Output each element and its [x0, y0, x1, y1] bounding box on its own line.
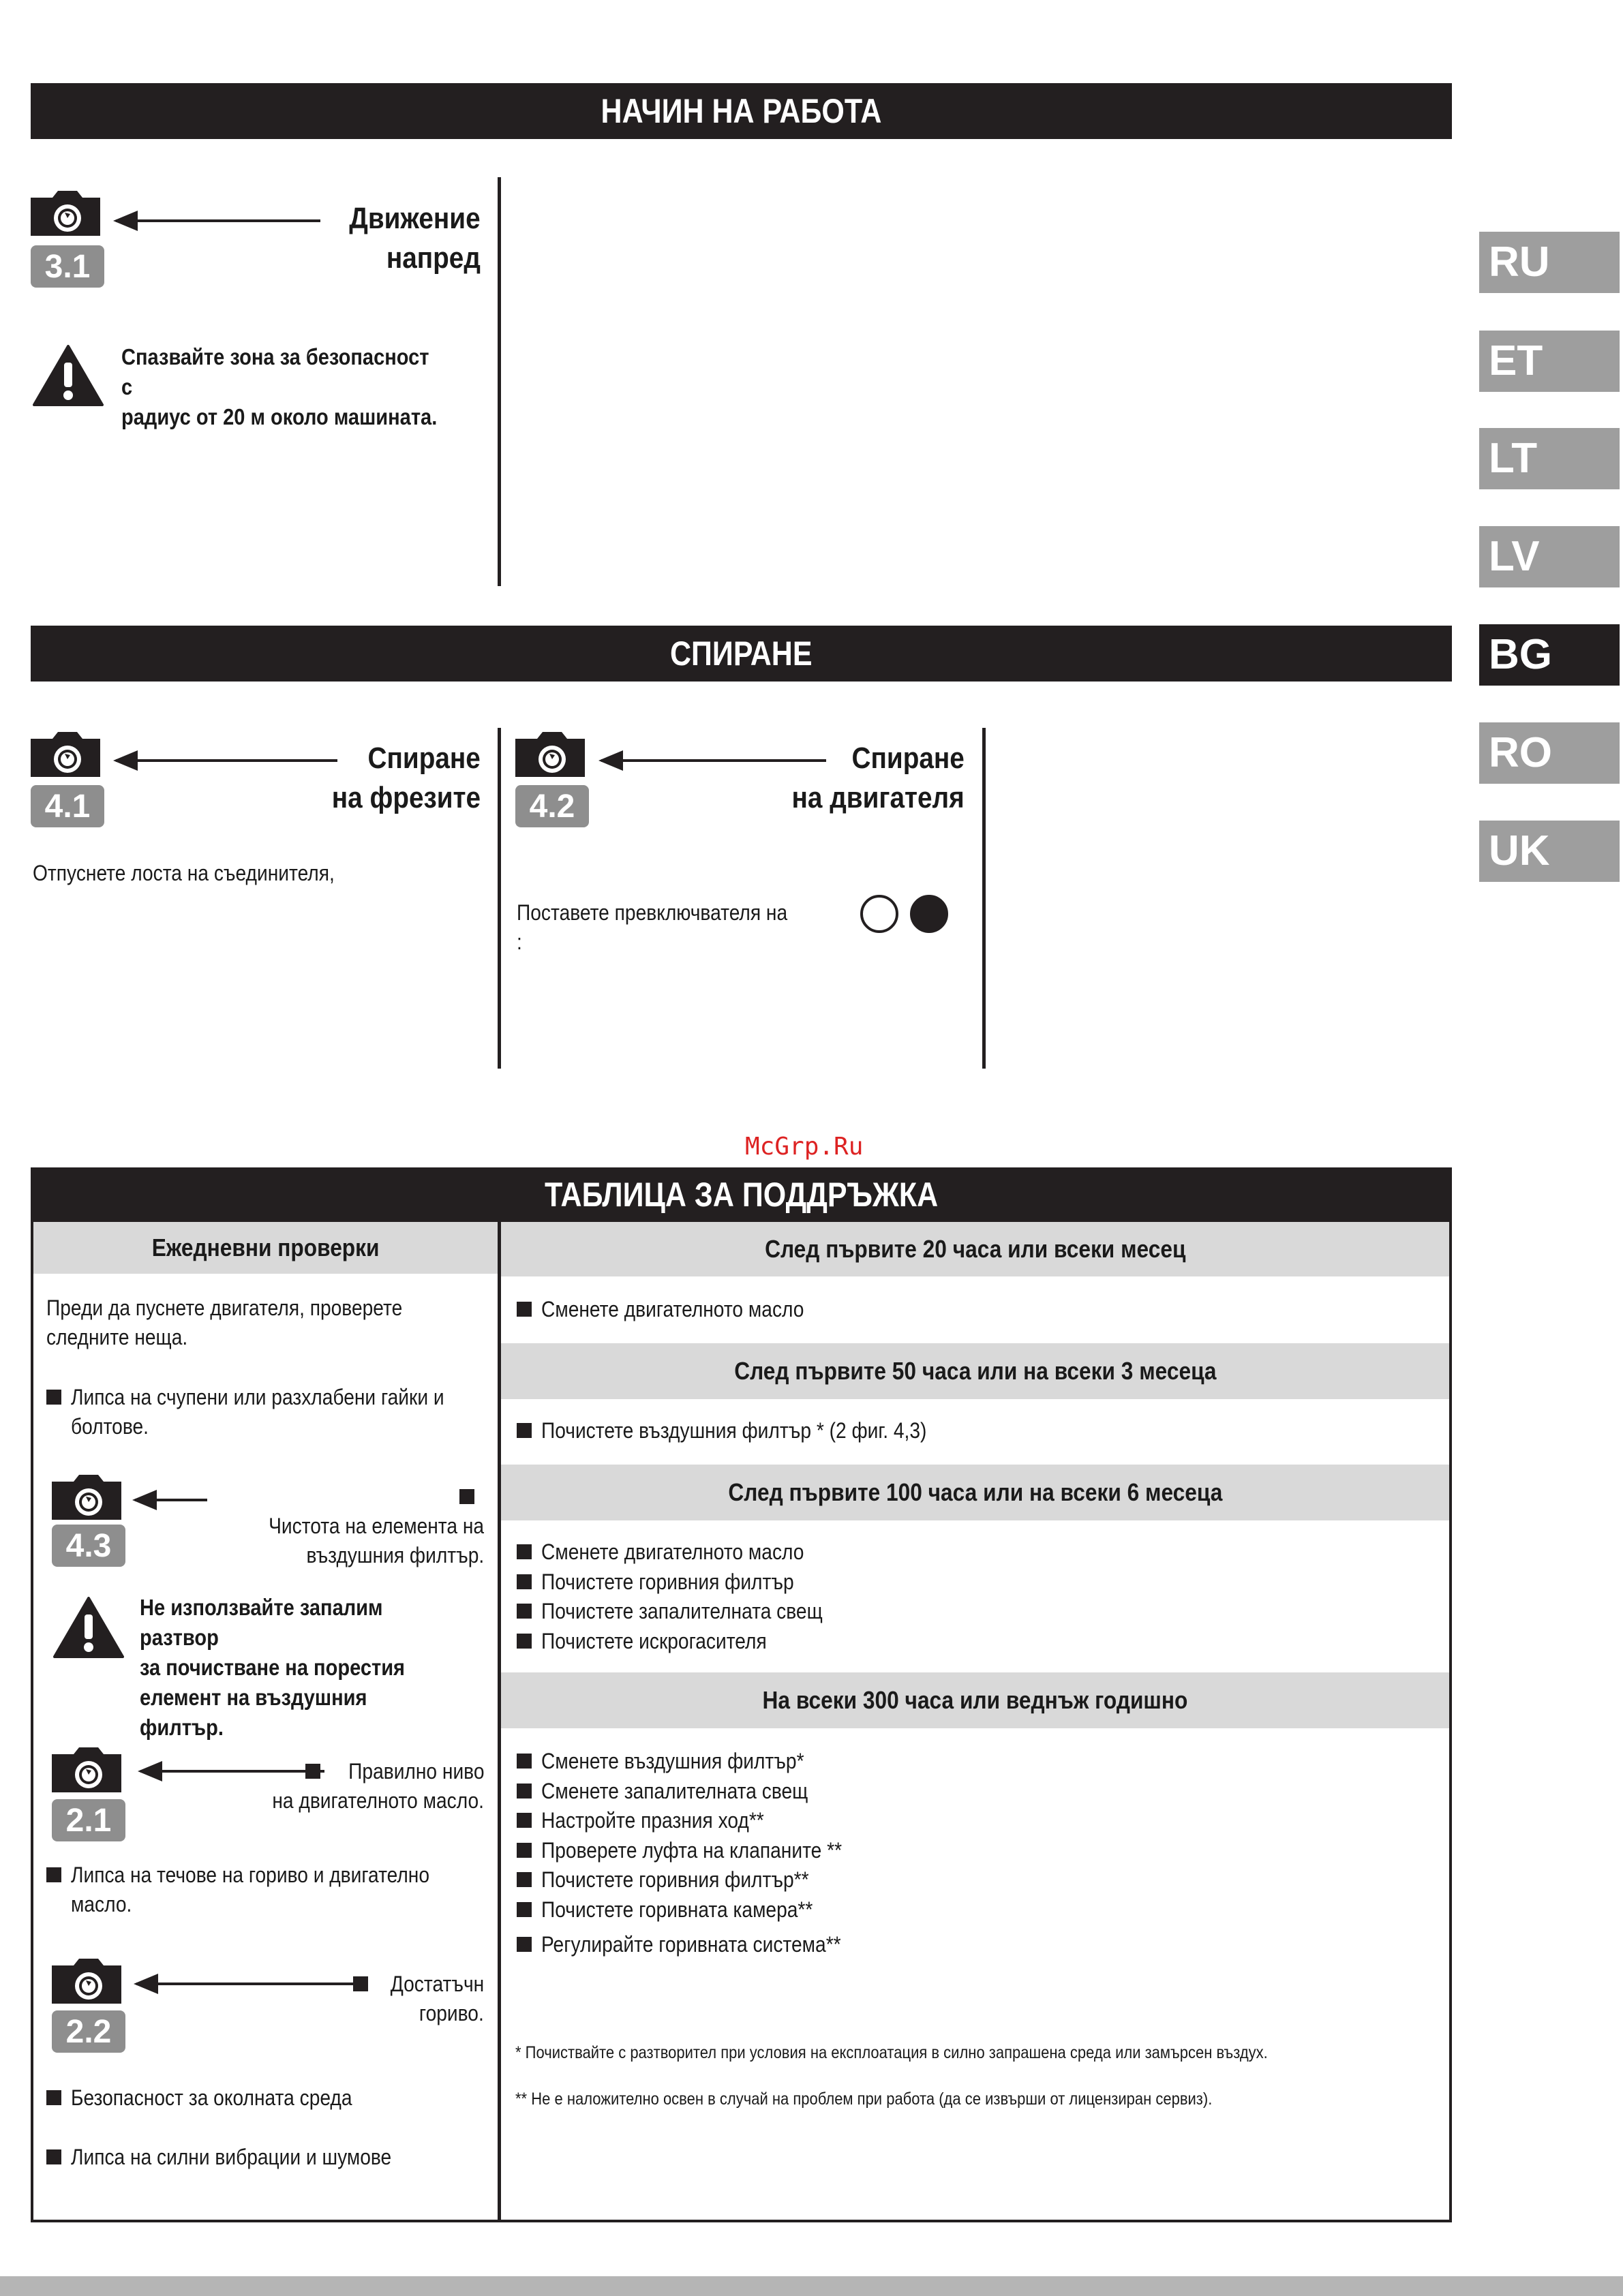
column-divider — [982, 728, 986, 1069]
step-text-4-3: Чистота на елемента на въздушния филтър. — [225, 1482, 484, 1570]
step-badge-3-1: 3.1 — [31, 245, 104, 288]
column-divider — [498, 728, 501, 1069]
period-list-1 — [517, 1295, 840, 1325]
period-header-3: След първите 100 часа или на всеки 6 месеца — [728, 1478, 1222, 1506]
step-badge-4-1: 4.1 — [31, 785, 104, 827]
list-item: Почистете горивния филтър** — [517, 1865, 883, 1895]
step-text-2-2: Достатъчн гориво. — [225, 1970, 484, 2028]
column-divider — [498, 177, 501, 586]
daily-intro: Преди да пуснете двигателя, проверете следните неща. — [46, 1296, 403, 1349]
list-item: Сменете двигателното масло — [517, 1537, 861, 1567]
step-badge-2-2: 2.2 — [52, 2010, 125, 2053]
section-header-maintenance: ТАБЛИЦА ЗА ПОДДРЪЖКА — [31, 1167, 1452, 1222]
daily-check-2: Липса на течове на гориво и двигателно масло. — [46, 1861, 496, 1919]
camera-icon — [52, 1746, 125, 1794]
list-item: Почистете запалителната свещ — [517, 1597, 861, 1627]
lang-tab-ru[interactable]: RU — [1479, 232, 1620, 293]
camera-icon — [31, 189, 104, 237]
lang-tab-lt[interactable]: LT — [1479, 428, 1620, 489]
section-header-operation: НАЧИН НА РАБОТА — [31, 83, 1452, 139]
list-item: Регулирайте горивната система** — [517, 1930, 883, 1960]
daily-check-3: Безопасност за околната среда — [46, 2083, 496, 2113]
period-header-2: След първите 50 часа или на всеки 3 месеца — [733, 1357, 1217, 1385]
list-item: Почистете въздушния филтър * (2 фиг. 4,3) — [517, 1416, 979, 1446]
list-item: Почистете горивната камера** — [517, 1895, 883, 1925]
step-heading-4-2: Спиране на двигателя — [791, 741, 965, 814]
step-text-4-2: Поставете превключвателя на : — [517, 900, 788, 954]
step-badge-4-2: 4.2 — [515, 785, 589, 827]
period-header-1: След първите 20 часа или всеки месец — [764, 1235, 1186, 1263]
period-header-4: На всеки 300 часа или веднъж годишно — [762, 1686, 1188, 1714]
list-item: Проверете луфта на клапаните ** — [517, 1836, 883, 1866]
arrow-left-icon — [135, 1499, 207, 1501]
camera-icon — [31, 731, 104, 778]
daily-check-1: Липса на счупени или разхлабени гайки и болтове. — [46, 1383, 496, 1441]
warning-icon — [33, 345, 104, 408]
lang-tab-uk[interactable]: UK — [1479, 821, 1620, 882]
watermark: McGrp.Ru — [745, 1133, 864, 1161]
camera-icon — [515, 731, 589, 778]
list-item: Настройте празния ход** — [517, 1806, 883, 1836]
lang-tab-bg[interactable]: BG — [1479, 624, 1620, 686]
footnote-1: * Почиствайте с разтворител при условия на експлоатация в силно запрашена среда или замърсен въздух. — [515, 2043, 1268, 2062]
lang-tab-ro[interactable]: RO — [1479, 722, 1620, 784]
lang-tab-lv[interactable]: LV — [1479, 526, 1620, 587]
step-badge-4-3: 4.3 — [52, 1525, 125, 1567]
period-list-2 — [517, 1416, 979, 1446]
safety-warning-text: Спазвайте зона за безопасност с радиус от 20 м около машината. — [121, 344, 438, 429]
switch-on-icon — [910, 895, 948, 933]
step-heading-3-1: Движение напред — [349, 202, 481, 275]
switch-off-icon — [860, 895, 898, 933]
daily-checks-header: Ежедневни проверки — [151, 1234, 380, 1261]
footnote-2: ** Не е наложително освен в случай на проблем при работа (да се извърши от лицензиран сервиз). — [515, 2090, 1213, 2109]
list-item: Сменете въздушния филтър* — [517, 1747, 883, 1777]
page-footer-bar — [0, 2276, 1623, 2296]
step-heading-4-1: Спиране на фрезите — [331, 741, 481, 814]
filter-warning-text: Не използвайте запалим разтвор за почистване на порестия елемент на въздушния филтър. — [140, 1595, 406, 1740]
period-list-3 — [517, 1537, 861, 1656]
camera-icon — [52, 1473, 125, 1521]
warning-icon — [53, 1597, 124, 1659]
lang-tab-et[interactable]: ET — [1479, 331, 1620, 392]
list-item: Почистете искрогасителя — [517, 1627, 861, 1657]
list-item: Сменете запалителната свещ — [517, 1777, 883, 1807]
step-text-4-1: Отпуснете лоста на съединителя, — [33, 861, 335, 885]
daily-check-4: Липса на силни вибрации и шумове — [46, 2143, 496, 2172]
camera-icon — [52, 1957, 125, 2005]
step-badge-2-1: 2.1 — [52, 1799, 125, 1841]
period-list-4 — [517, 1747, 883, 1960]
list-item: Почистете горивния филтър — [517, 1567, 861, 1597]
section-header-stopping: СПИРАНЕ — [31, 626, 1452, 682]
list-item: Сменете двигателното масло — [517, 1295, 840, 1325]
step-text-2-1: Правилно ниво на двигателното масло. — [225, 1757, 484, 1816]
